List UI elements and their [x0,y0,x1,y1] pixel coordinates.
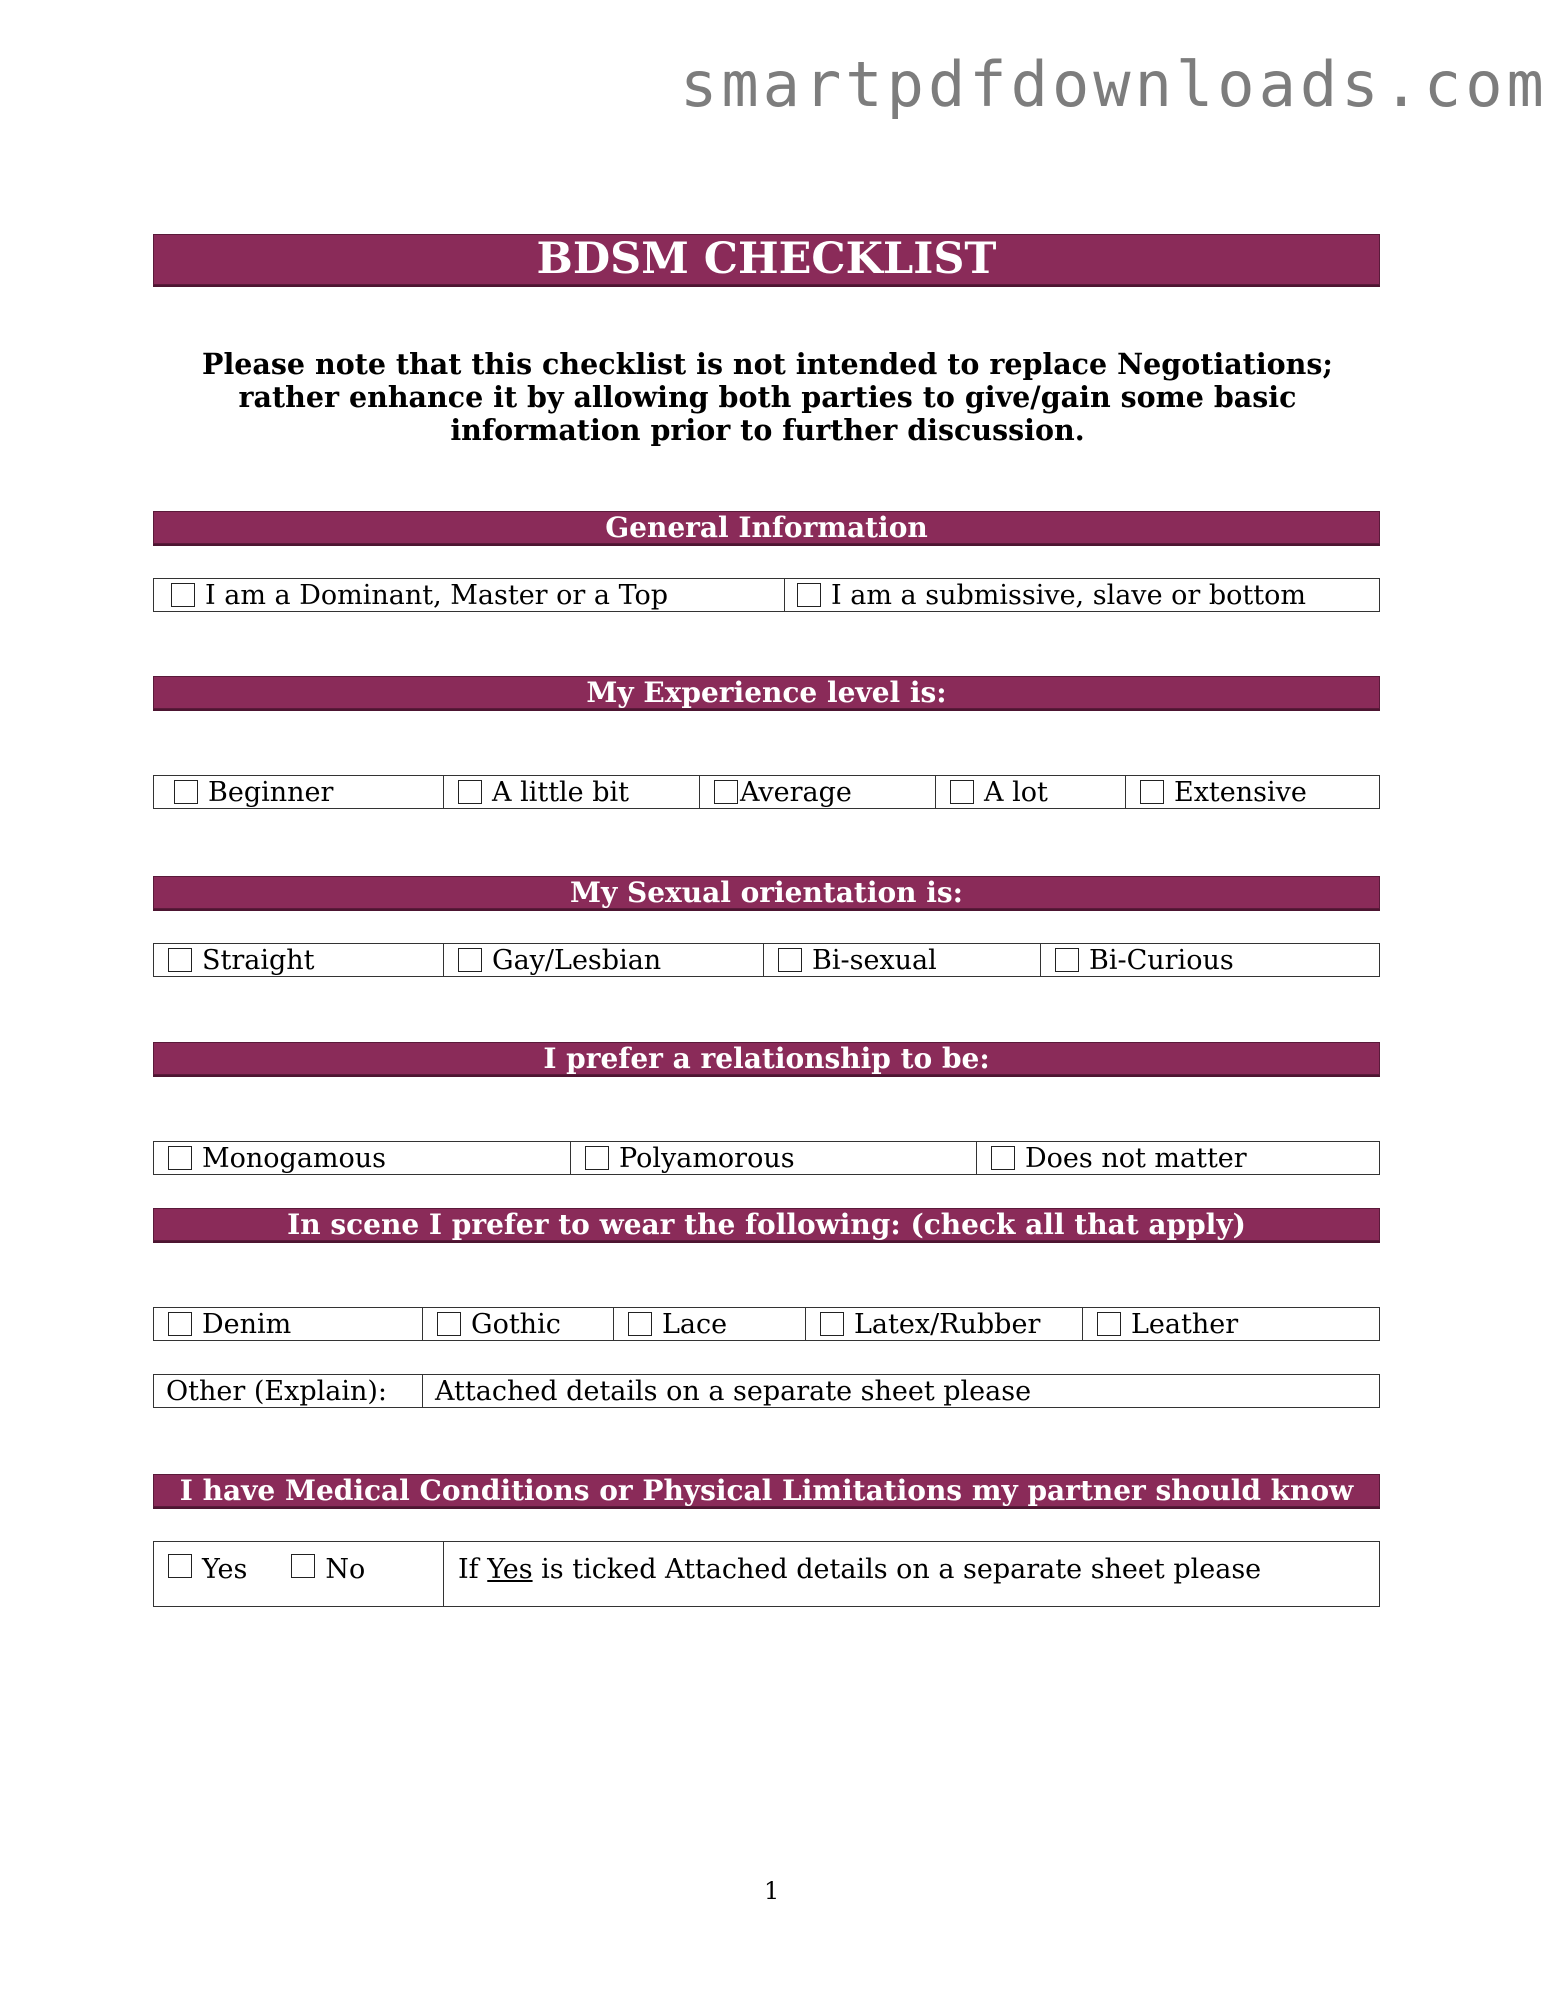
checkbox[interactable] [1140,780,1164,804]
section-wear-heading: In scene I prefer to wear the following: (check all that apply) [153,1208,1380,1241]
option-label: Gothic [471,1308,561,1340]
checkbox[interactable] [437,1312,461,1336]
option-label: Straight [202,944,315,976]
checkbox[interactable] [174,780,198,804]
option-label: Bi-Curious [1089,944,1234,976]
option-leather[interactable] [1083,1308,1379,1340]
orientation-options-row [153,943,1380,977]
option-monogamous[interactable] [154,1142,571,1174]
medical-yes-no [154,1542,444,1606]
section-relationship-heading: I prefer a relationship to be: [153,1042,1380,1075]
watermark: smartpdfdownloads.com [680,48,1548,121]
option-does-not-matter[interactable] [977,1142,1379,1174]
checkbox[interactable] [991,1146,1015,1170]
option-label: I am a Dominant, Master or a Top [205,579,669,611]
checkbox[interactable] [458,948,482,972]
note-yes: Yes [487,1554,533,1585]
yes-label: Yes [202,1554,248,1585]
option-label: Latex/Rubber [854,1308,1041,1340]
option-label: Beginner [208,776,334,808]
option-label: Does not matter [1025,1142,1247,1174]
option-label: Polyamorous [619,1142,795,1174]
wear-other-row [153,1374,1380,1408]
option-gay-lesbian[interactable] [444,944,764,976]
option-lace[interactable] [614,1308,806,1340]
page-title: BDSM CHECKLIST [153,234,1380,285]
checkbox-yes[interactable] [168,1554,192,1578]
option-latex-rubber[interactable] [806,1308,1083,1340]
option-label: Denim [202,1308,292,1340]
option-extensive[interactable] [1126,776,1379,808]
option-beginner[interactable] [154,776,444,808]
medical-row [153,1541,1380,1607]
checkbox[interactable] [950,780,974,804]
option-label: Leather [1131,1308,1239,1340]
checkbox[interactable] [168,1312,192,1336]
medical-note [444,1542,1379,1606]
other-value-field[interactable]: Attached details on a separate sheet please [435,1375,1032,1407]
option-polyamorous[interactable] [571,1142,977,1174]
option-gothic[interactable] [423,1308,614,1340]
checkbox-no[interactable] [291,1554,315,1578]
checkbox[interactable] [714,780,738,804]
no-label: No [325,1554,366,1585]
option-label: Bi-sexual [812,944,937,976]
option-dominant[interactable] [154,579,785,611]
option-average[interactable] [700,776,936,808]
section-general-heading: General Information [153,511,1380,544]
note-prefix: If [458,1554,479,1585]
notice-text: Please note that this checklist is not intended to replace Negotiations; rather enhance it by allowing both parties to give/gain some basic information prior to further discussion. [202,347,1333,447]
other-label: Other (Explain): [154,1375,423,1407]
option-label: A lot [984,776,1048,808]
wear-options-row [153,1307,1380,1341]
general-options-row [153,578,1380,612]
checkbox[interactable] [628,1312,652,1336]
checkbox[interactable] [1097,1312,1121,1336]
option-label: Monogamous [202,1142,387,1174]
option-label: Gay/Lesbian [492,944,662,976]
option-label: Extensive [1174,776,1307,808]
section-experience-heading: My Experience level is: [153,676,1380,709]
option-label: Average [740,776,852,808]
option-submissive[interactable] [785,579,1379,611]
page-number: 1 [764,1877,780,1905]
checkbox[interactable] [168,1146,192,1170]
experience-options-row [153,775,1380,809]
option-bi-sexual[interactable] [764,944,1041,976]
option-label: I am a submissive, slave or bottom [831,579,1306,611]
section-orientation-heading: My Sexual orientation is: [153,876,1380,909]
checkbox[interactable] [585,1146,609,1170]
option-a-lot[interactable] [936,776,1126,808]
checkbox[interactable] [820,1312,844,1336]
section-medical-heading: I have Medical Conditions or Physical Limitations my partner should know about [153,1474,1380,1507]
relationship-options-row [153,1141,1380,1175]
option-a-little-bit[interactable] [444,776,700,808]
checkbox[interactable] [168,948,192,972]
checkbox[interactable] [778,948,802,972]
checkbox[interactable] [458,780,482,804]
option-label: Lace [662,1308,728,1340]
checkbox[interactable] [171,583,195,607]
option-bi-curious[interactable] [1041,944,1379,976]
option-denim[interactable] [154,1308,423,1340]
checkbox[interactable] [1055,948,1079,972]
option-straight[interactable] [154,944,444,976]
note-suffix: is ticked Attached details on a separate sheet please [541,1554,1262,1585]
checkbox[interactable] [797,583,821,607]
option-label: A little bit [492,776,630,808]
